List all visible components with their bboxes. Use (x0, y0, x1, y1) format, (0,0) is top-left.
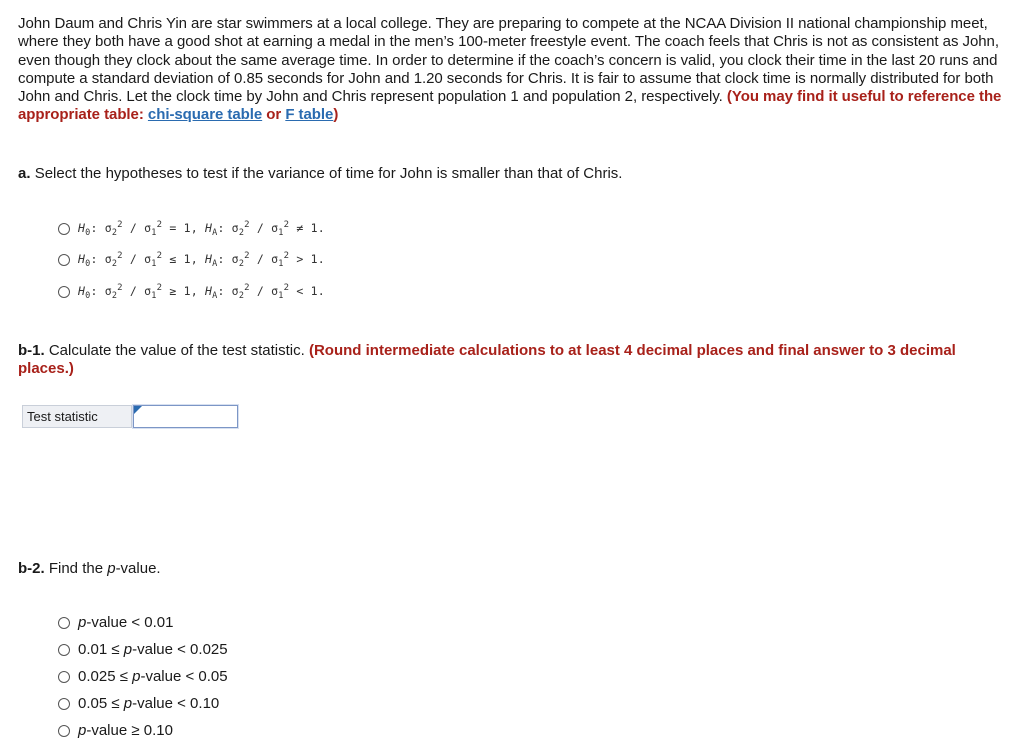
p-value-option-3[interactable] (58, 668, 228, 685)
p-value-option-label: 0.05 ≤ p-value < 0.10 (78, 695, 220, 712)
radio-button[interactable] (58, 254, 70, 266)
hypothesis-text: $H_0$: $\sigma_2^2 / \sigma_1^2 \ge 1$, $H_A$: $\sigma_2^2 / \sigma_1^2 < 1$. (78, 283, 325, 302)
radio-button[interactable] (58, 286, 70, 298)
p-value-option-4[interactable] (58, 695, 219, 712)
p-value-option-2[interactable] (58, 641, 228, 658)
hypothesis-text: $H_0$: $\sigma_2^2 / \sigma_1^2 \le 1$, $H_A$: $\sigma_2^2 / \sigma_1^2 > 1$. (78, 251, 325, 270)
part-a-text: Select the hypotheses to test if the variance of time for John is smaller than that of Chris. (34, 165, 623, 182)
part-b1-text: Calculate the value of the test statistic. (48, 342, 305, 359)
answer-flag-icon (134, 406, 142, 414)
part-a-label: a. (18, 165, 31, 182)
p-value-option-label: 0.025 ≤ p-value < 0.05 (78, 668, 228, 685)
radio-button[interactable] (58, 223, 70, 235)
part-b1-question (18, 342, 1003, 379)
hypothesis-text: $H_0$: $\sigma_2^2 / \sigma_1^2 = 1$, $H_A$: $\sigma_2^2 / \sigma_1^2 \ne 1$. (78, 220, 325, 239)
f-table-link[interactable]: F table (285, 106, 334, 124)
note-suffix: ) (333, 106, 339, 124)
problem-statement (18, 15, 1003, 125)
radio-button[interactable] (58, 725, 70, 737)
p-value-option-1[interactable] (58, 614, 174, 631)
radio-button[interactable] (58, 698, 70, 710)
h0-relation: ≥ (169, 283, 177, 298)
hypothesis-option-3[interactable] (58, 283, 325, 301)
h0-relation: ≤ (169, 251, 177, 266)
rounding-note: (Round intermediate calculations to at least 4 decimal places and final answer to 3 decimal places.) (18, 342, 956, 378)
part-b2-suffix: -value. (115, 560, 161, 577)
test-statistic-label: Test statistic (22, 405, 132, 428)
hypothesis-option-1[interactable] (58, 220, 325, 238)
problem-text: John Daum and Chris Yin are star swimmers at a local college. They are preparing to compete at the NCAA Division II national championship meet, where they both have a good shot at earning a medal in the men’s 100-meter freestyle event. The coach feels that Chris is not as consistent as John, even though they clock about the same average time. In order to determine if the coach’s concern is valid, you clock their time in the last 20 runs and compute a standard deviation of 0.85 seconds for John and 1.20 seconds for Chris. It is fair to assume that clock time is normally distributed for both John and Chris. Let the clock time by John and Chris represent population 1 and population 2, respectively. (18, 15, 999, 106)
test-statistic-input[interactable] (133, 405, 238, 428)
ha-relation: < (296, 283, 304, 298)
part-a-question (18, 165, 1003, 183)
hypothesis-option-2[interactable] (58, 251, 325, 269)
part-b2-italic: p (107, 560, 116, 577)
h0-relation: = (169, 220, 177, 235)
note-prefix: (You may find it useful to reference the appropriate table: (18, 88, 1002, 124)
radio-button[interactable] (58, 671, 70, 683)
radio-button[interactable] (58, 644, 70, 656)
part-b2-prefix: Find the (48, 560, 104, 577)
p-value-option-label: p-value < 0.01 (78, 614, 174, 631)
note-or: or (266, 106, 282, 124)
radio-button[interactable] (58, 617, 70, 629)
chi-square-table-link[interactable]: chi-square table (147, 106, 263, 124)
ha-relation: ≠ (296, 220, 304, 235)
p-value-option-5[interactable] (58, 722, 173, 739)
ha-relation: > (296, 251, 304, 266)
part-b2-label: b-2. (18, 560, 45, 577)
p-value-option-label: p-value ≥ 0.10 (78, 722, 173, 739)
p-value-option-label: 0.01 ≤ p-value < 0.025 (78, 641, 228, 658)
part-b2-question (18, 560, 1003, 578)
part-b1-label: b-1. (18, 342, 45, 359)
